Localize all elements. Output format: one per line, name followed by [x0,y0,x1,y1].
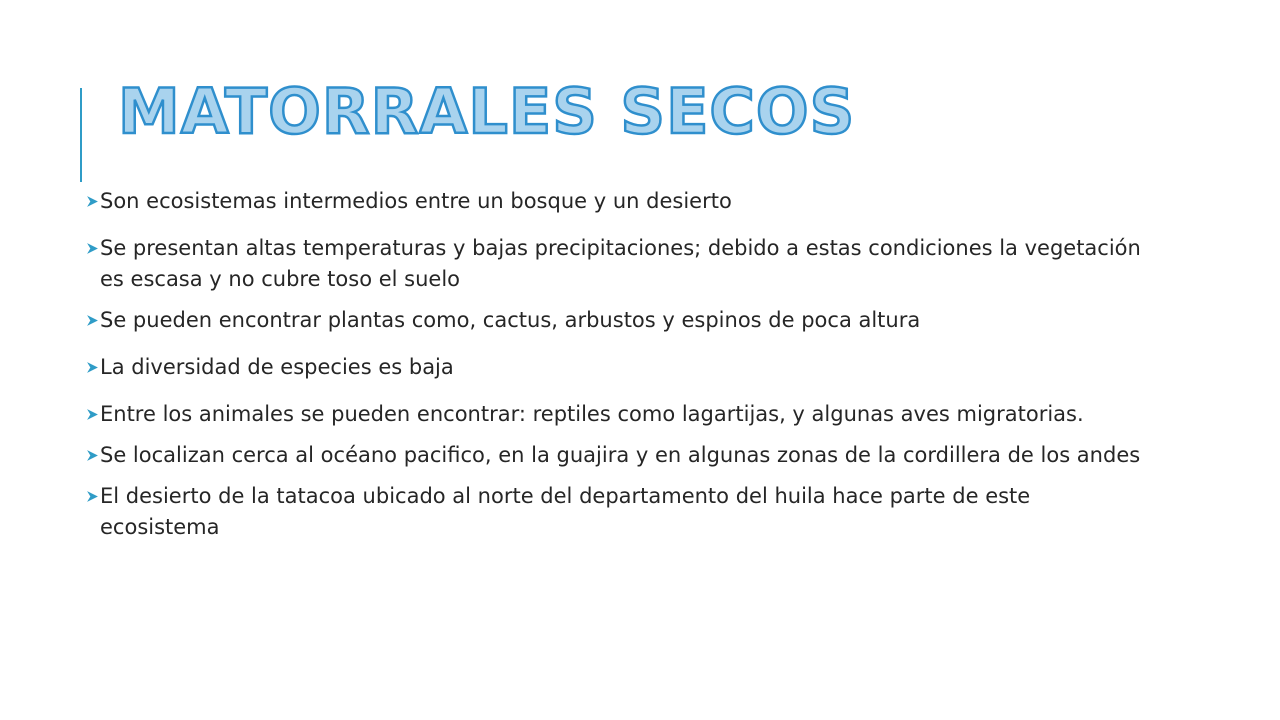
bullet-text: Se localizan cerca al océano pacifico, en la guajira y en algunas zonas de la cordillera de los andes [100,443,1141,467]
arrow-bullet-icon [86,314,99,327]
bullet-item [86,440,1146,471]
arrow-bullet-icon [86,242,99,255]
bullet-text: Son ecosistemas intermedios entre un bosque y un desierto [100,189,732,213]
arrow-bullet-icon [86,195,99,208]
bullet-text: Se presentan altas temperaturas y bajas precipitaciones; debido a estas condiciones la vegetación es escasa y no cubre toso el suelo [100,236,1141,291]
bullet-text: Entre los animales se pueden encontrar: reptiles como lagartijas, y algunas aves migratorias. [100,402,1084,426]
bullet-item [86,481,1146,543]
bullet-item [86,305,1146,336]
bullet-item [86,399,1146,430]
arrow-bullet-icon [86,361,99,374]
bullet-list [86,186,1146,553]
arrow-bullet-icon [86,408,99,421]
bullet-text: La diversidad de especies es baja [100,355,454,379]
slide-title: MATORRALES SECOS [118,75,856,148]
bullet-text: El desierto de la tatacoa ubicado al norte del departamento del huila hace parte de este ecosistema [100,484,1031,539]
bullet-item [86,352,1146,383]
title-accent-line [80,88,82,182]
bullet-text: Se pueden encontrar plantas como, cactus, arbustos y espinos de poca altura [100,308,921,332]
bullet-item [86,186,1146,217]
arrow-bullet-icon [86,449,99,462]
bullet-item [86,233,1146,295]
arrow-bullet-icon [86,490,99,503]
